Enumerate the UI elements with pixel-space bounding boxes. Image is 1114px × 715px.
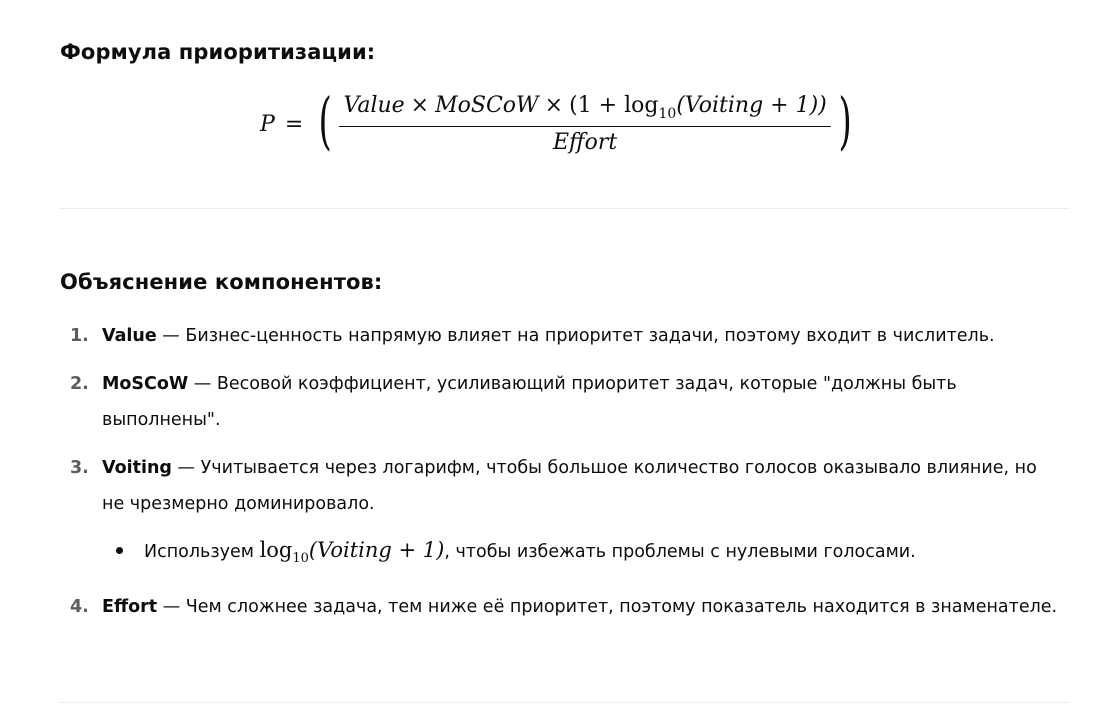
section-divider: [60, 702, 1070, 703]
term-voiting: Voiting: [102, 458, 172, 478]
priority-formula: [260, 86, 857, 162]
list-item-voiting: [60, 450, 1060, 577]
list-number: 4.: [70, 597, 89, 617]
formula-fraction: [339, 93, 830, 155]
list-item-effort: [60, 589, 1060, 625]
formula-value: Value: [343, 93, 405, 118]
inline-log-base: 10: [292, 551, 309, 566]
formula-times-1: ×: [410, 93, 430, 118]
term-moscow: MoSCoW: [102, 374, 189, 394]
section-divider: [60, 208, 1070, 209]
inline-math: [259, 538, 445, 566]
desc-effort: — Чем сложнее задача, тем ниже её приоритет, поэтому показатель находится в знаменателе.: [157, 597, 1058, 617]
desc-voiting: — Учитывается через логарифм, чтобы большое количество голосов оказывало влияние, но не чрезмерно доминировало.: [102, 458, 1037, 514]
sub-suffix: , чтобы избежать проблемы с нулевыми голосами.: [444, 542, 916, 562]
components-list: [60, 318, 1060, 637]
desc-moscow: — Весовой коэффициент, усиливающий приоритет задач, которые "должны быть выполнены".: [102, 374, 957, 430]
formula-moscow: MoSCoW: [435, 93, 539, 118]
formula-one-plus: (1 +: [569, 93, 618, 118]
explain-heading: Объяснение компонентов:: [60, 270, 383, 294]
formula-numerator: [339, 93, 830, 126]
list-item-value: [60, 318, 1060, 354]
term-value: Value: [102, 326, 157, 346]
list-number: 2.: [70, 374, 89, 394]
formula-left-paren: (: [318, 84, 333, 157]
list-number: 3.: [70, 458, 89, 478]
bullet-icon: [116, 547, 123, 554]
formula-times-2: ×: [544, 93, 564, 118]
formula-log-arg: (Voiting + 1)): [676, 93, 827, 118]
formula-right-paren: ): [838, 84, 852, 157]
inline-log: log: [259, 538, 293, 562]
formula-heading: Формула приоритизации:: [60, 40, 376, 64]
formula-equals: =: [284, 111, 304, 137]
list-number: 1.: [70, 326, 89, 346]
formula-lhs: P: [260, 111, 275, 137]
formula-log-base: 10: [658, 106, 677, 122]
formula-log: log: [624, 93, 659, 118]
formula-denominator: Effort: [552, 130, 618, 155]
term-effort: Effort: [102, 597, 158, 617]
sublist-item: [102, 532, 1060, 577]
voiting-sublist: [60, 532, 1060, 577]
desc-value: — Бизнес-ценность напрямую влияет на приоритет задачи, поэтому входит в числитель.: [156, 326, 995, 346]
inline-log-arg: (Voiting + 1): [308, 538, 445, 562]
list-item-moscow: [60, 366, 1060, 438]
sub-prefix: Используем: [144, 542, 260, 562]
